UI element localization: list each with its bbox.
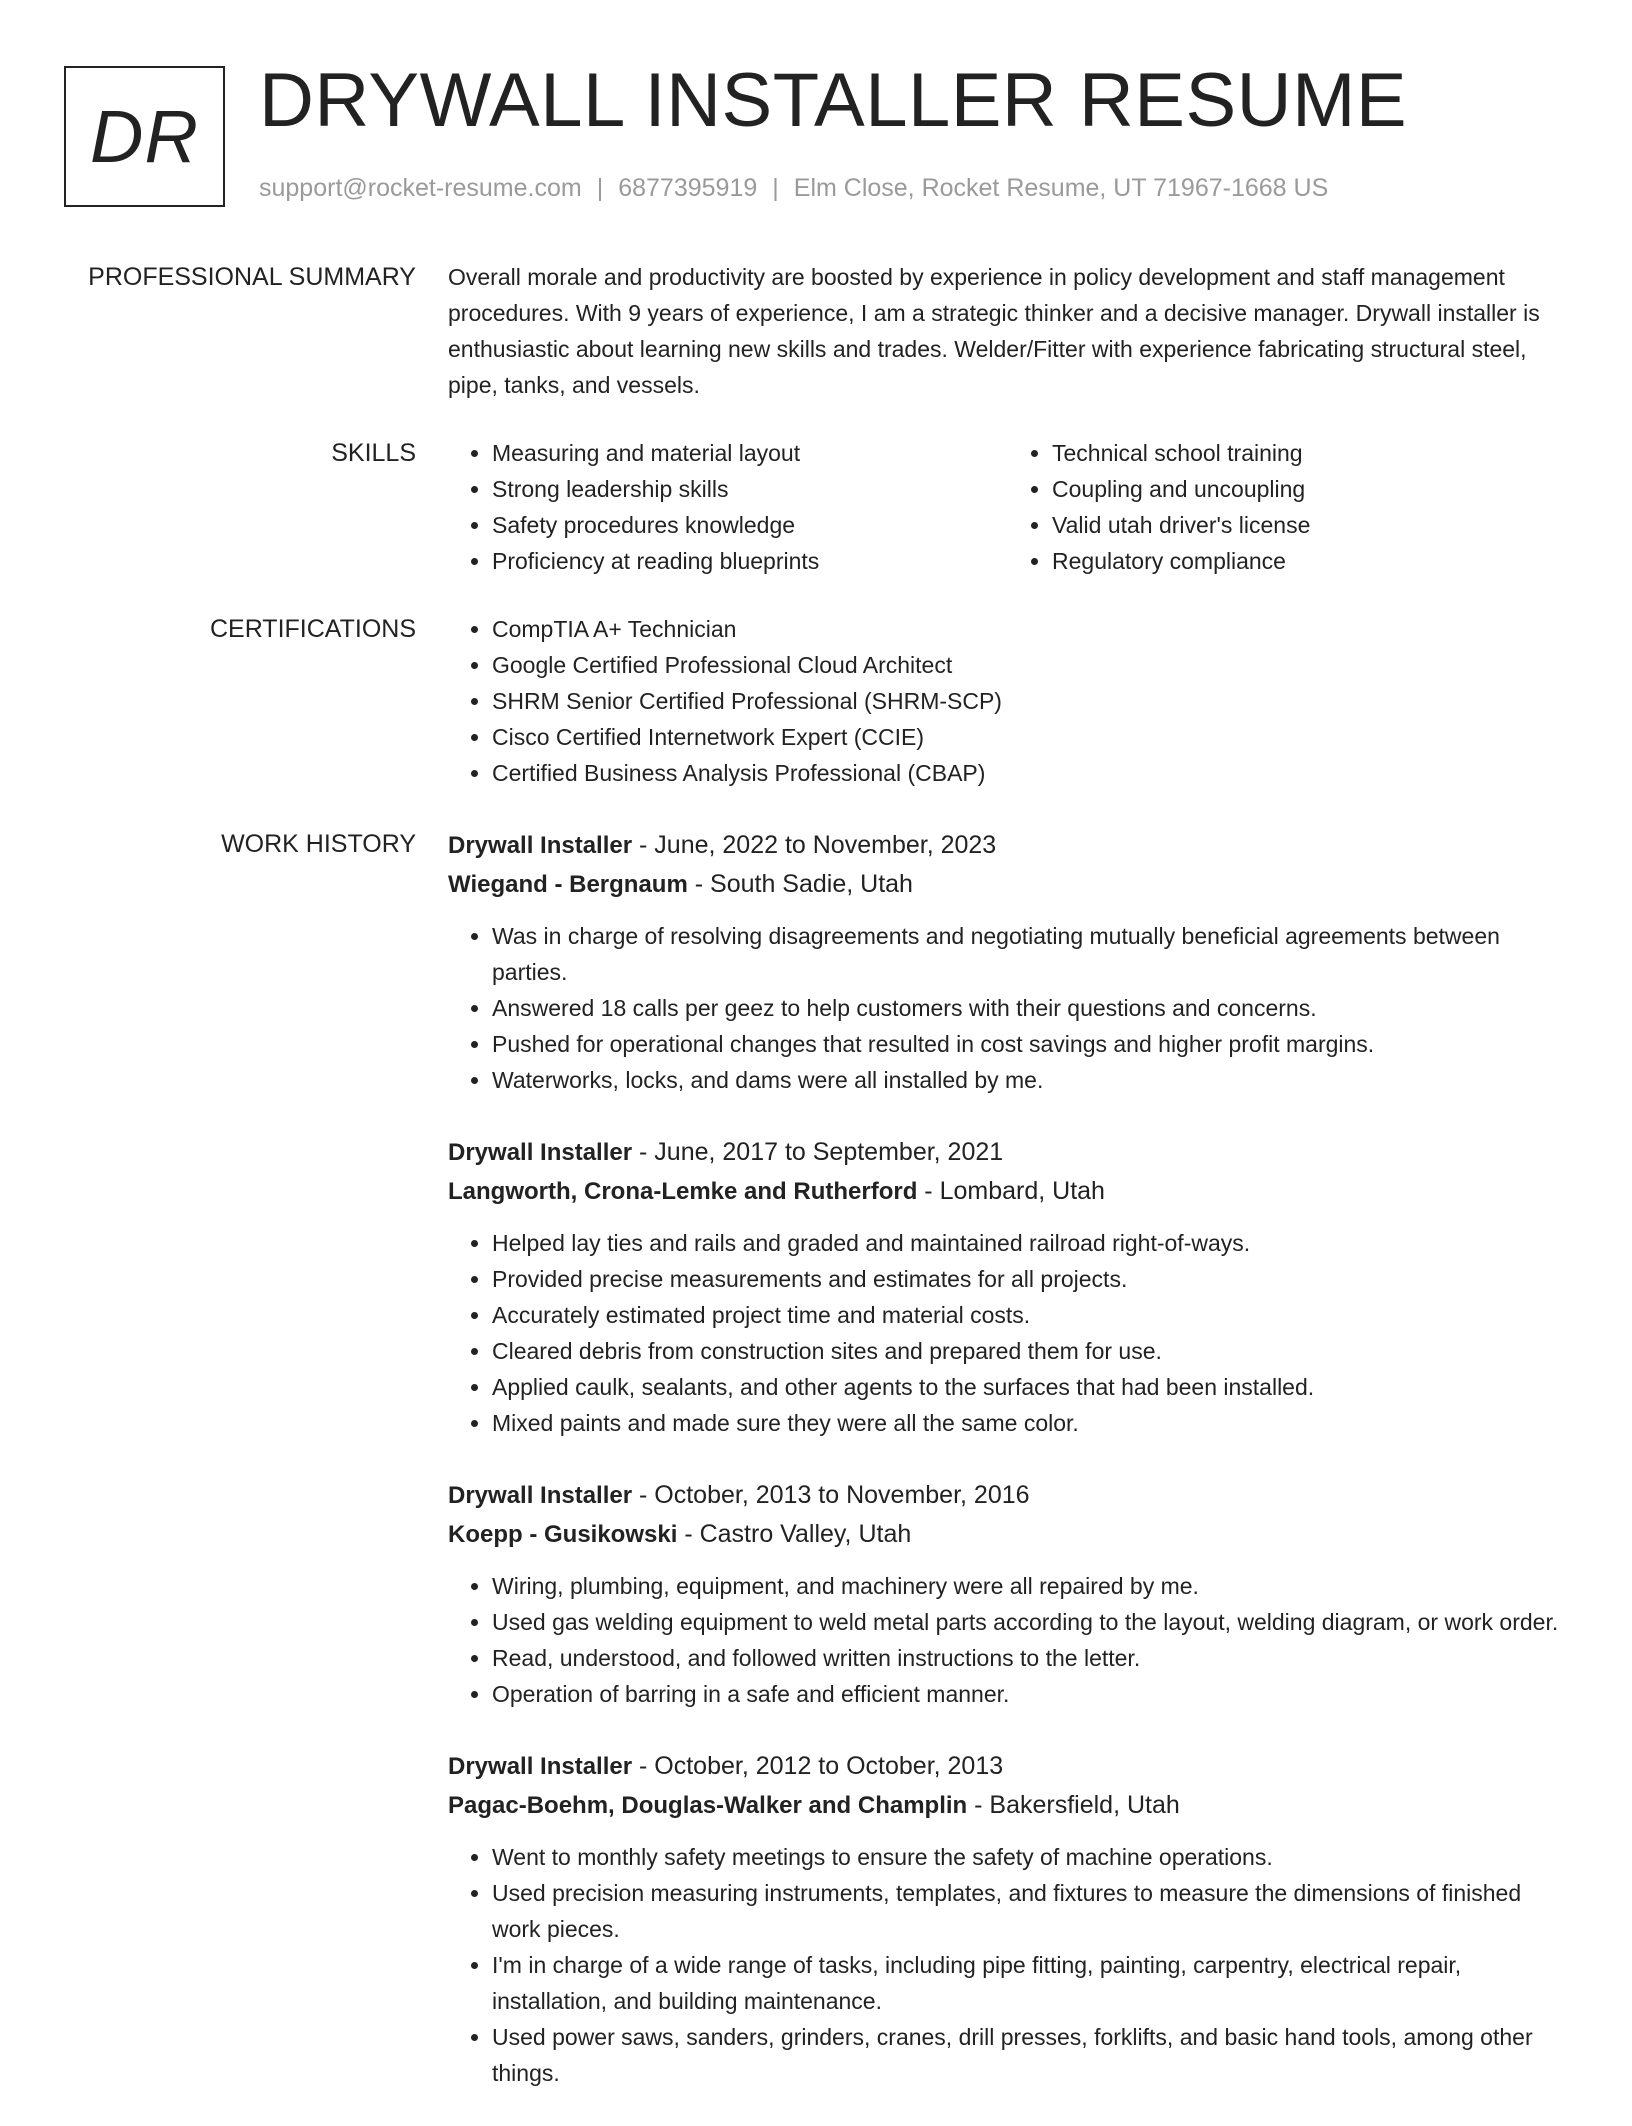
summary-text: Overall morale and productivity are boosted by experience in policy development and staff management procedures. With 9 years of experience, I am a strategic thinker and a decisive manager. Drywall installer is enthusiastic about learning new skills and trades. Welder/Fitter with experience fabricating structural steel, pipe, tanks, and vessels. <box>448 264 1540 398</box>
job-bullets <box>448 1568 1568 1712</box>
job-bullet: • Pushed for operational changes that resulted in cost savings and higher profit margins. <box>492 1026 1568 1062</box>
skill-item: • Regulatory compliance <box>1052 543 1568 579</box>
skills-list-right <box>1008 435 1568 579</box>
job-dates: - October, 2012 to October, 2013 <box>632 1752 1004 1780</box>
job-location: - Lombard, Utah <box>917 1177 1105 1205</box>
certifications-heading: CERTIFICATIONS <box>209 615 416 643</box>
job-dates: - June, 2017 to September, 2021 <box>632 1138 1004 1166</box>
job-title-line <box>448 1747 1568 1786</box>
job-title: Drywall Installer <box>448 1139 633 1166</box>
certification-item: • SHRM Senior Certified Professional (SHRM-SCP) <box>492 683 1568 719</box>
skill-item: • Technical school training <box>1052 435 1568 471</box>
monogram: DR <box>64 66 225 207</box>
job-title-line <box>448 826 1568 865</box>
job-title-line <box>448 1133 1568 1172</box>
job-bullet: • Provided precise measurements and estimates for all projects. <box>492 1261 1568 1297</box>
job-bullet: • Answered 18 calls per geez to help customers with their questions and concerns. <box>492 990 1568 1026</box>
work-history-heading: WORK HISTORY <box>221 830 416 858</box>
contact-email[interactable]: support@rocket-resume.com <box>259 174 582 202</box>
job-bullet: • Operation of barring in a safe and efficient manner. <box>492 1676 1568 1712</box>
job-entry <box>448 1133 1568 1441</box>
job-location: - Bakersfield, Utah <box>967 1791 1180 1819</box>
job-bullet: • Cleared debris from construction sites and prepared them for use. <box>492 1333 1568 1369</box>
skill-item: • Strong leadership skills <box>492 471 1008 507</box>
certification-item: • CompTIA A+ Technician <box>492 611 1568 647</box>
contact-address: Elm Close, Rocket Resume, UT 71967-1668 US <box>793 174 1329 202</box>
certification-item: • Google Certified Professional Cloud Architect <box>492 647 1568 683</box>
job-bullets <box>448 1839 1568 2091</box>
job-bullet: • Mixed paints and made sure they were all the same color. <box>492 1405 1568 1441</box>
job-dates: - June, 2022 to November, 2023 <box>632 831 997 859</box>
job-bullet: • Waterworks, locks, and dams were all installed by me. <box>492 1062 1568 1098</box>
job-bullet: • Accurately estimated project time and material costs. <box>492 1297 1568 1333</box>
certification-item: • Certified Business Analysis Professional (CBAP) <box>492 755 1568 791</box>
job-location: - South Sadie, Utah <box>687 870 913 898</box>
job-company: Wiegand - Bergnaum <box>448 871 688 898</box>
certification-item: • Cisco Certified Internetwork Expert (CCIE) <box>492 719 1568 755</box>
job-company-line <box>448 865 1568 904</box>
job-bullet: • Was in charge of resolving disagreements and negotiating mutually beneficial agreements between parties. <box>492 918 1568 990</box>
job-company-line <box>448 1515 1568 1554</box>
certifications-list <box>448 611 1568 791</box>
job-bullet: • Wiring, plumbing, equipment, and machinery were all repaired by me. <box>492 1568 1568 1604</box>
job-bullet: • Used precision measuring instruments, templates, and fixtures to measure the dimensions of finished work pieces. <box>492 1875 1568 1947</box>
job-title: Drywall Installer <box>448 1482 633 1509</box>
job-company-line <box>448 1172 1568 1211</box>
job-bullet: • Went to monthly safety meetings to ensure the safety of machine operations. <box>492 1839 1568 1875</box>
skill-item: • Proficiency at reading blueprints <box>492 543 1008 579</box>
skill-item: • Coupling and uncoupling <box>1052 471 1568 507</box>
contact-phone[interactable]: 6877395919 <box>618 174 758 202</box>
job-title: Drywall Installer <box>448 832 633 859</box>
skills-heading: SKILLS <box>331 439 416 467</box>
job-bullet: • Read, understood, and followed written instructions to the letter. <box>492 1640 1568 1676</box>
skill-item: • Valid utah driver's license <box>1052 507 1568 543</box>
resume-title: DRYWALL INSTALLER RESUME <box>259 58 1408 143</box>
job-bullet: • Applied caulk, sealants, and other agents to the surfaces that had been installed. <box>492 1369 1568 1405</box>
job-company: Langworth, Crona-Lemke and Rutherford <box>448 1178 918 1205</box>
job-bullet: • Helped lay ties and rails and graded and maintained railroad right-of-ways. <box>492 1225 1568 1261</box>
job-company: Koepp - Gusikowski <box>448 1521 678 1548</box>
job-title-line <box>448 1476 1568 1515</box>
job-company: Pagac-Boehm, Douglas-Walker and Champlin <box>448 1792 968 1819</box>
contact-separator: | <box>772 174 779 202</box>
job-bullet: • I'm in charge of a wide range of tasks, including pipe fitting, painting, carpentry, electrical repair, installation, and building maintenance. <box>492 1947 1568 2019</box>
job-bullet: • Used power saws, sanders, grinders, cranes, drill presses, forklifts, and basic hand tools, among other things. <box>492 2019 1568 2091</box>
job-company-line <box>448 1786 1568 1825</box>
job-location: - Castro Valley, Utah <box>677 1520 912 1548</box>
skill-item: • Safety procedures knowledge <box>492 507 1008 543</box>
contact-separator: | <box>596 174 604 202</box>
job-entry <box>448 1476 1568 1712</box>
job-title: Drywall Installer <box>448 1753 633 1780</box>
job-bullets <box>448 918 1568 1098</box>
skills-list-left <box>448 435 1008 579</box>
contact-line <box>259 174 1328 203</box>
job-dates: - October, 2013 to November, 2016 <box>632 1481 1030 1509</box>
job-bullets <box>448 1225 1568 1441</box>
skill-item: • Measuring and material layout <box>492 435 1008 471</box>
job-bullet: • Used gas welding equipment to weld metal parts according to the layout, welding diagram, or work order. <box>492 1604 1568 1640</box>
summary-heading: PROFESSIONAL SUMMARY <box>88 263 416 291</box>
job-entry <box>448 826 1568 1098</box>
job-entry <box>448 1747 1568 2091</box>
